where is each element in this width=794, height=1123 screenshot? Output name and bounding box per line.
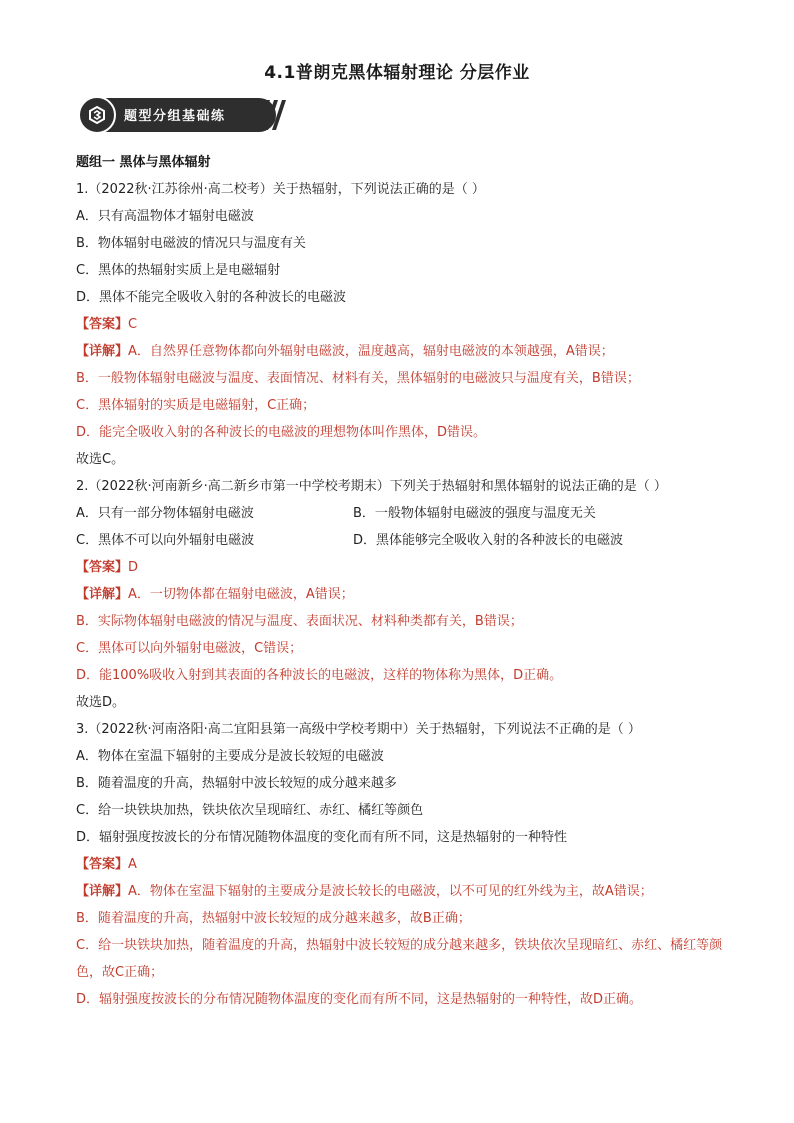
answer-label: 【答案】 xyxy=(76,857,129,872)
q2-option-c: C．黑体不可以向外辐射电磁波 xyxy=(76,533,255,548)
q2-options-row-2 xyxy=(76,527,726,554)
q1-detail-a-text: A．自然界任意物体都向外辐射电磁波，温度越高，辐射电磁波的本领越强，A错误； xyxy=(128,344,614,359)
q1-detail-a xyxy=(76,338,726,365)
q3-answer xyxy=(76,851,726,878)
question-1-stem: 1.（2022秋·江苏徐州·高二校考）关于热辐射，下列说法正确的是（ ） xyxy=(76,182,485,197)
answer-label: 【答案】 xyxy=(76,560,129,575)
q3-detail-c: C．给一块铁块加热，随着温度的升高，热辐射中波长较短的成分越来越多，铁块依次呈现暗红、赤红、橘红等颜色，故C正确； xyxy=(76,938,723,980)
q3-option-d: D．辐射强度按波长的分布情况随物体温度的变化而有所不同，这是热辐射的一种特性 xyxy=(76,830,568,845)
q2-detail-b: B．实际物体辐射电磁波的情况与温度、表面状况、材料种类都有关，B错误； xyxy=(76,614,523,629)
q2-detail-d: D．能100%吸收入射到其表面的各种波长的电磁波，这样的物体称为黑体，D正确。 xyxy=(76,668,563,683)
q2-option-a: A．只有一部分物体辐射电磁波 xyxy=(76,506,254,521)
detail-label: 【详解】 xyxy=(76,884,129,899)
q3-detail-b: B．随着温度的升高，热辐射中波长较短的成分越来越多，故B正确； xyxy=(76,911,471,926)
q2-conclusion: 故选D。 xyxy=(76,695,126,710)
q1-detail-b: B．一般物体辐射电磁波与温度、表面情况、材料有关，黑体辐射的电磁波只与温度有关，B错误； xyxy=(76,371,640,386)
q1-detail-c: C．黑体辐射的实质是电磁辐射，C正确； xyxy=(76,398,316,413)
question-2-stem: 2.（2022秋·河南新乡·高二新乡市第一中学校考期末）下列关于热辐射和黑体辐射的说法正确的是（ ） xyxy=(76,479,667,494)
answer-label: 【答案】 xyxy=(76,317,129,332)
q3-option-a: A．物体在室温下辐射的主要成分是波长较短的电磁波 xyxy=(76,749,384,764)
page-title: 4.1普朗克黑体辐射理论 分层作业 xyxy=(264,63,530,83)
q1-option-a: A．只有高温物体才辐射电磁波 xyxy=(76,209,254,224)
detail-label: 【详解】 xyxy=(76,344,129,359)
question-3-stem: 3.（2022秋·河南洛阳·高二宜阳县第一高级中学校考期中）关于热辐射，下列说法不正确的是（ ） xyxy=(76,722,641,737)
q2-detail-c: C．黑体可以向外辐射电磁波，C错误； xyxy=(76,641,303,656)
section-banner xyxy=(78,96,288,134)
q2-option-d: D．黑体能够完全吸收入射的各种波长的电磁波 xyxy=(353,533,624,548)
q3-detail-a-text: A．物体在室温下辐射的主要成分是波长较长的电磁波，以不可见的红外线为主，故A错误； xyxy=(128,884,653,899)
banner-logo-icon xyxy=(78,96,116,134)
q2-options-row-1 xyxy=(76,500,726,527)
q3-detail-d: D．辐射强度按波长的分布情况随物体温度的变化而有所不同，这是热辐射的一种特性，故D正确。 xyxy=(76,992,643,1007)
q3-option-b: B．随着温度的升高，热辐射中波长较短的成分越来越多 xyxy=(76,776,397,791)
q1-answer xyxy=(76,311,726,338)
q2-detail-a xyxy=(76,581,726,608)
q2-detail-a-text: A．一切物体都在辐射电磁波，A错误； xyxy=(128,587,354,602)
q2-answer xyxy=(76,554,726,581)
q3-detail-a xyxy=(76,878,726,905)
q3-option-c: C．给一块铁块加热，铁块依次呈现暗红、赤红、橘红等颜色 xyxy=(76,803,424,818)
q1-option-b: B．物体辐射电磁波的情况只与温度有关 xyxy=(76,236,306,251)
q2-answer-value: D xyxy=(128,560,139,575)
q1-detail-d: D．能完全吸收入射的各种波长的电磁波的理想物体叫作黑体，D错误。 xyxy=(76,425,487,440)
content xyxy=(76,149,726,1013)
q1-answer-value: C xyxy=(128,317,138,332)
detail-label: 【详解】 xyxy=(76,587,129,602)
group-heading: 题组一 黑体与黑体辐射 xyxy=(76,155,211,170)
q3-answer-value: A xyxy=(128,857,137,872)
banner-stripes xyxy=(228,100,288,130)
banner-label: 题型分组基础练 xyxy=(124,109,226,124)
q2-option-b: B．一般物体辐射电磁波的强度与温度无关 xyxy=(353,506,596,521)
q1-option-d: D．黑体不能完全吸收入射的各种波长的电磁波 xyxy=(76,290,347,305)
q1-conclusion: 故选C。 xyxy=(76,452,125,467)
q1-option-c: C．黑体的热辐射实质上是电磁辐射 xyxy=(76,263,281,278)
